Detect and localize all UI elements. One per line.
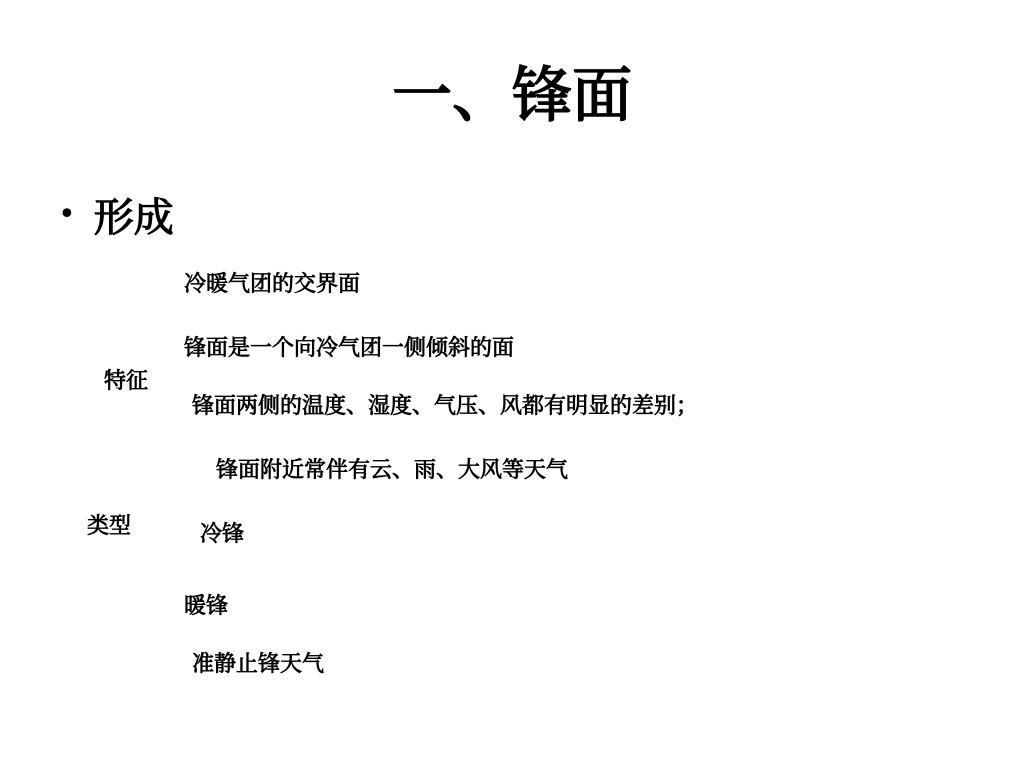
text-line-warm-front: 暖锋	[184, 593, 229, 619]
text-line-weather: 锋面附近常伴有云、雨、大风等天气	[216, 457, 569, 483]
text-line-differences: 锋面两侧的温度、湿度、气压、风都有明显的差别；	[192, 393, 699, 419]
label-features: 特征	[104, 368, 149, 394]
bullet-item	[58, 186, 174, 242]
text-line-stationary-front: 准静止锋天气	[192, 651, 325, 677]
text-line-inclined: 锋面是一个向冷气团一侧倾斜的面	[184, 335, 515, 361]
bullet-marker: •	[58, 196, 76, 232]
text-line-cold-front: 冷锋	[200, 521, 245, 547]
text-line-boundary: 冷暖气团的交界面	[184, 271, 361, 297]
label-types: 类型	[87, 513, 132, 539]
bullet-text: 形成	[93, 193, 174, 241]
slide-title: 一、锋面	[392, 61, 632, 131]
